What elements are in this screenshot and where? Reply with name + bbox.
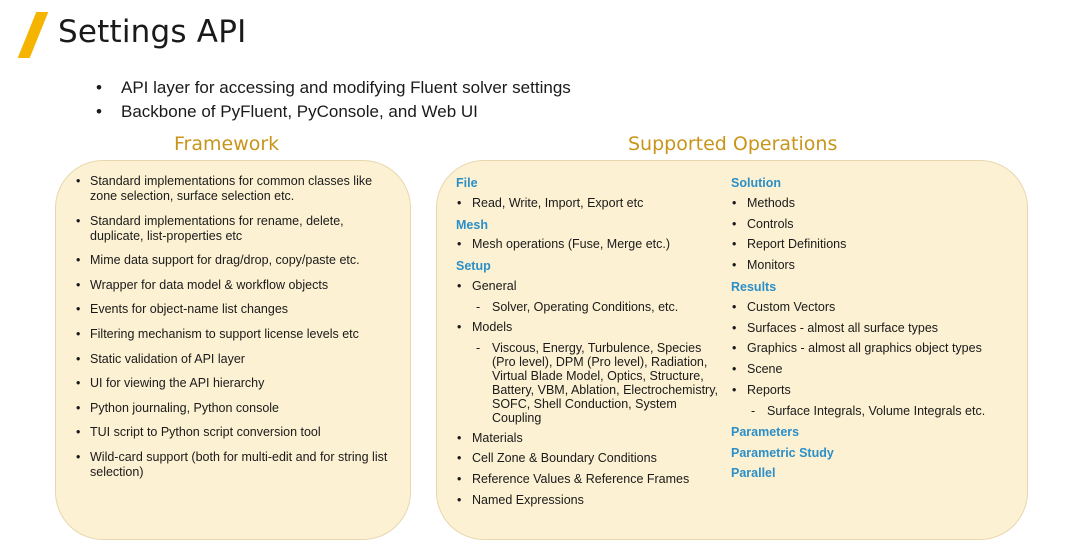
top-bullet: • Backbone of PyFluent, PyConsole, and Web UI <box>96 100 571 124</box>
ops-item: • Mesh operations (Fuse, Merge etc.) <box>456 237 726 252</box>
ops-item: • General <box>456 279 726 294</box>
ops-item: • Custom Vectors <box>731 300 1016 315</box>
accent-bar <box>18 12 49 58</box>
ops-item: • Models <box>456 320 726 335</box>
framework-item: • Standard implementations for common classes like zone selection, surface selection etc. <box>74 174 394 204</box>
ops-item: • Surfaces - almost all surface types <box>731 321 1016 336</box>
section-file: File <box>456 176 478 190</box>
page-title: Settings API <box>58 14 247 50</box>
framework-heading: Framework <box>174 133 280 155</box>
operations-right-column <box>731 175 1016 486</box>
ops-subitem: - Viscous, Energy, Turbulence, Species (Pro level), DPM (Pro level), Radiation, Virtual Blade Model, Optics, Structure, Battery, VBM, Ablation, Electrochemistry, SOFC, Shell Conduction, System Coupling <box>456 341 726 425</box>
ops-item: • Graphics - almost all graphics object types <box>731 341 1016 356</box>
operations-left-column <box>456 175 726 514</box>
framework-item: • UI for viewing the API hierarchy <box>74 376 394 391</box>
ops-subitem: - Surface Integrals, Volume Integrals etc. <box>731 404 1016 418</box>
framework-item: • Python journaling, Python console <box>74 401 394 416</box>
framework-item: • Static validation of API layer <box>74 352 394 367</box>
ops-item: • Methods <box>731 196 1016 211</box>
framework-item: • Wrapper for data model & workflow objects <box>74 278 394 293</box>
operations-heading: Supported Operations <box>628 133 838 155</box>
framework-item: • Filtering mechanism to support license levels etc <box>74 327 394 342</box>
section-parameters: Parameters <box>731 424 800 439</box>
section-mesh: Mesh <box>456 217 488 232</box>
ops-item: • Cell Zone & Boundary Conditions <box>456 451 726 466</box>
framework-item: • TUI script to Python script conversion tool <box>74 425 394 440</box>
ops-item: • Read, Write, Import, Export etc <box>456 196 726 211</box>
ops-subitem: - Solver, Operating Conditions, etc. <box>456 300 726 314</box>
ops-item: • Reports <box>731 383 1016 398</box>
ops-item: • Report Definitions <box>731 237 1016 252</box>
ops-item: • Named Expressions <box>456 493 726 508</box>
section-solution: Solution <box>731 176 781 190</box>
framework-list <box>74 174 394 490</box>
ops-item: • Reference Values & Reference Frames <box>456 472 726 487</box>
ops-item: • Materials <box>456 431 726 446</box>
framework-item: • Events for object-name list changes <box>74 302 394 317</box>
framework-item: • Standard implementations for rename, delete, duplicate, list-properties etc <box>74 214 394 244</box>
top-bullet: • API layer for accessing and modifying Fluent solver settings <box>96 76 571 100</box>
section-results: Results <box>731 279 777 294</box>
ops-item: • Monitors <box>731 258 1016 273</box>
ops-item: • Controls <box>731 217 1016 232</box>
framework-item: • Mime data support for drag/drop, copy/paste etc. <box>74 253 394 268</box>
framework-item: • Wild-card support (both for multi-edit and for string list selection) <box>74 450 394 480</box>
section-setup: Setup <box>456 259 491 274</box>
section-parametric-study: Parametric Study <box>731 445 834 460</box>
section-parallel: Parallel <box>731 466 776 481</box>
top-bullet-list <box>96 76 571 124</box>
ops-item: • Scene <box>731 362 1016 377</box>
